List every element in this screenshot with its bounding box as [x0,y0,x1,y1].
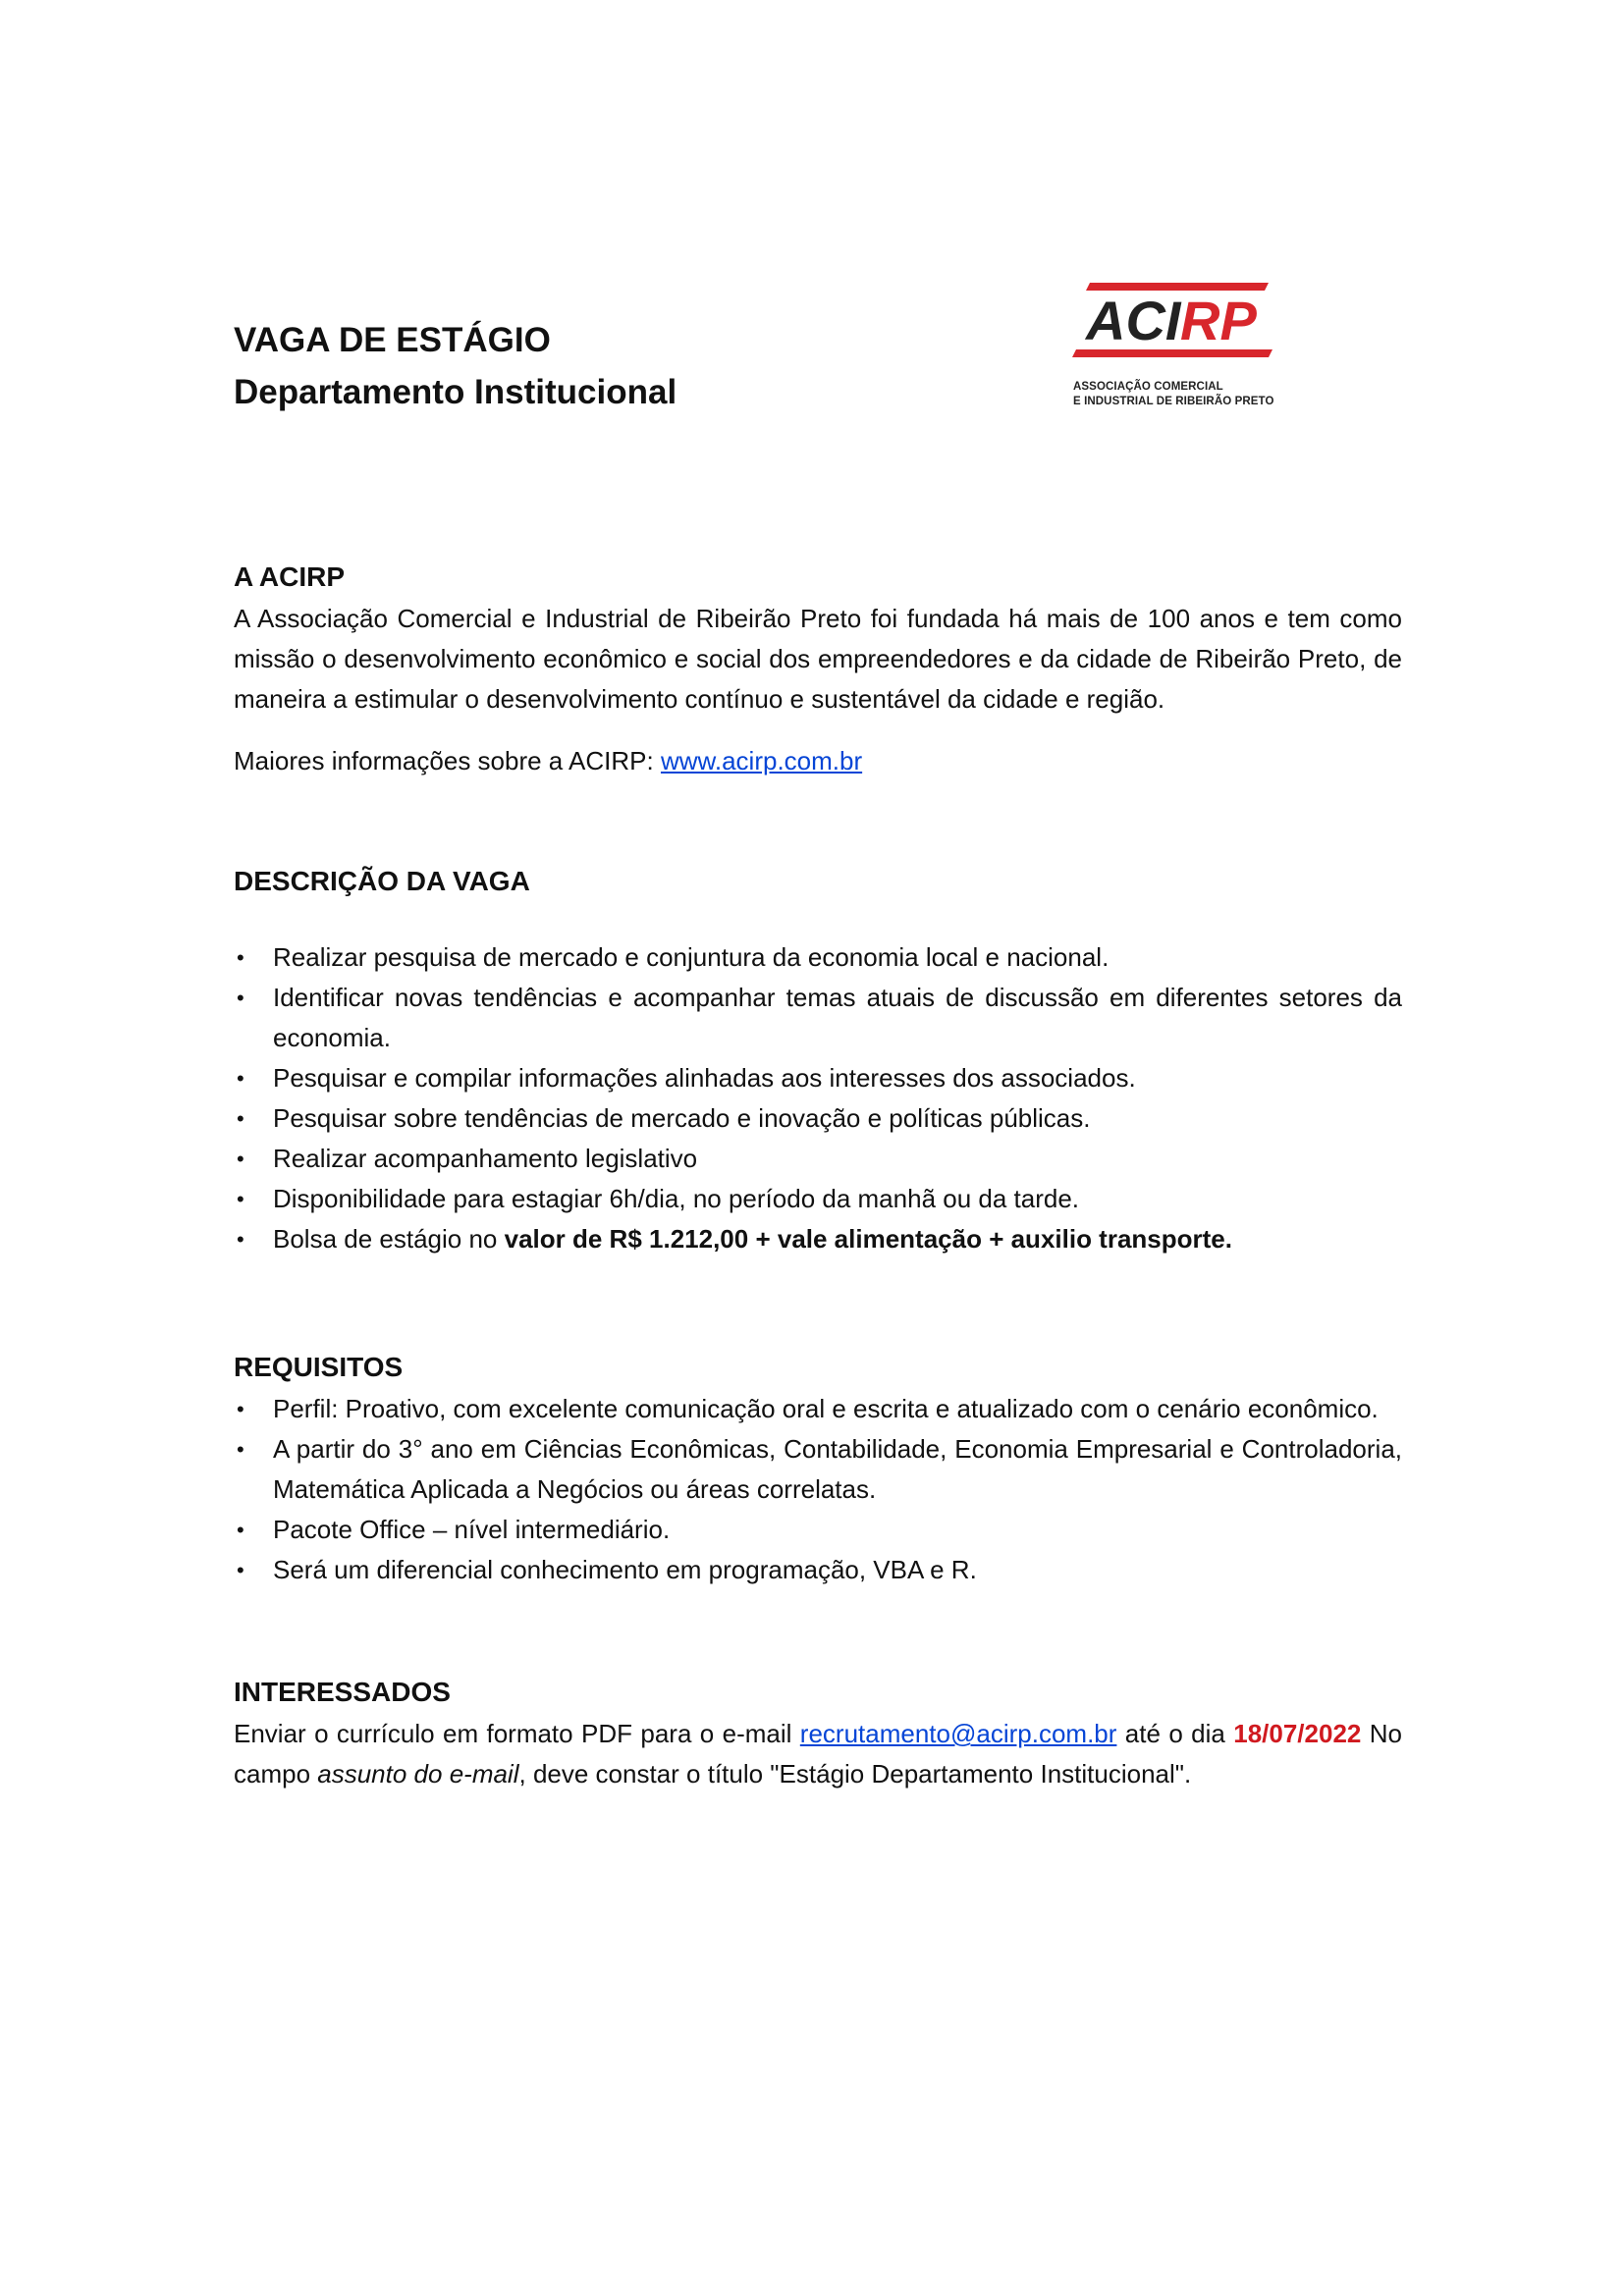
list-item: • Pacote Office – nível intermediário. [234,1510,1402,1550]
bullet-icon: • [237,1227,244,1252]
bullet-icon: • [237,1106,244,1131]
svg-text:RP: RP [1180,290,1257,351]
about-paragraph: A Associação Comercial e Industrial de Ribeirão Preto foi fundada há mais de 100 anos e tem como missão o desenvolvimento econômico e social dos empreendedores e da cidade de Ribeirão Preto, de maneira a estimular o desenvolvimento contínuo e sustentável da cidade e região. [234,604,1402,714]
document-header [234,314,677,418]
website-link[interactable]: www.acirp.com.br [660,746,863,775]
logo-caption-line2: E INDUSTRIAL DE RIBEIRÃO PRETO [1073,396,1274,407]
interested-title: INTERESSADOS [234,1677,451,1707]
bullet-icon: • [237,1187,244,1211]
stipend-value: valor de R$ 1.212,00 + vale alimentação + auxilio transporte. [504,1224,1232,1254]
list-item: • Disponibilidade para estagiar 6h/dia, no período da manhã ou da tarde. [234,1179,1402,1219]
list-item: • Perfil: Proativo, com excelente comunicação oral e escrita e atualizado com o cenário econômico. [234,1389,1402,1429]
list-item-stipend: • Bolsa de estágio no valor de R$ 1.212,00 + vale alimentação + auxilio transporte. [234,1219,1402,1259]
bullet-icon: • [237,986,244,1010]
list-item: • Será um diferencial conhecimento em programação, VBA e R. [234,1550,1402,1590]
bullet-icon: • [237,1558,244,1582]
svg-text:ACI: ACI [1086,290,1181,351]
more-info-label: Maiores informações sobre a ACIRP: [234,746,661,775]
requirements-list [234,1389,1402,1590]
bullet-icon: • [237,1437,244,1462]
description-list [234,937,1402,1259]
deadline-date: 18/07/2022 [1233,1719,1362,1748]
acirp-logo [1070,277,1306,414]
list-item: • Realizar pesquisa de mercado e conjuntura da economia local e nacional. [234,937,1402,978]
bullet-icon: • [237,1147,244,1171]
list-item: • Identificar novas tendências e acompanhar temas atuais de discussão em diferentes setores da economia. [234,978,1402,1058]
list-item: • A partir do 3° ano em Ciências Econômicas, Contabilidade, Economia Empresarial e Controladoria, Matemática Aplicada a Negócios ou áreas correlatas. [234,1429,1402,1510]
logo-caption-line1: ASSOCIAÇÃO COMERCIAL [1073,381,1223,393]
bullet-icon: • [237,1518,244,1542]
list-item: • Pesquisar sobre tendências de mercado e inovação e políticas públicas. [234,1098,1402,1139]
interested-paragraph: Enviar o currículo em formato PDF para o e-mail recrutamento@acirp.com.br até o dia 18/07/2022 No campo assunto do e-mail, deve constar o título "Estágio Departamento Institucional". [234,1719,1402,1789]
email-link[interactable]: recrutamento@acirp.com.br [799,1719,1117,1748]
description-title: DESCRIÇÃO DA VAGA [234,866,530,896]
about-title: A ACIRP [234,561,346,592]
bullet-icon: • [237,945,244,970]
document-subtitle: Departamento Institucional [234,373,677,411]
requirements-title: REQUISITOS [234,1352,404,1382]
list-item: • Realizar acompanhamento legislativo [234,1139,1402,1179]
document-title: VAGA DE ESTÁGIO [234,321,551,359]
document-body [234,556,1402,1794]
bullet-icon: • [237,1397,244,1421]
more-info-line [234,741,1402,781]
email-subject-label: assunto do e-mail [317,1759,519,1789]
logo-caption [1073,380,1274,409]
bullet-icon: • [237,1066,244,1091]
list-item: • Pesquisar e compilar informações alinhadas aos interesses dos associados. [234,1058,1402,1098]
